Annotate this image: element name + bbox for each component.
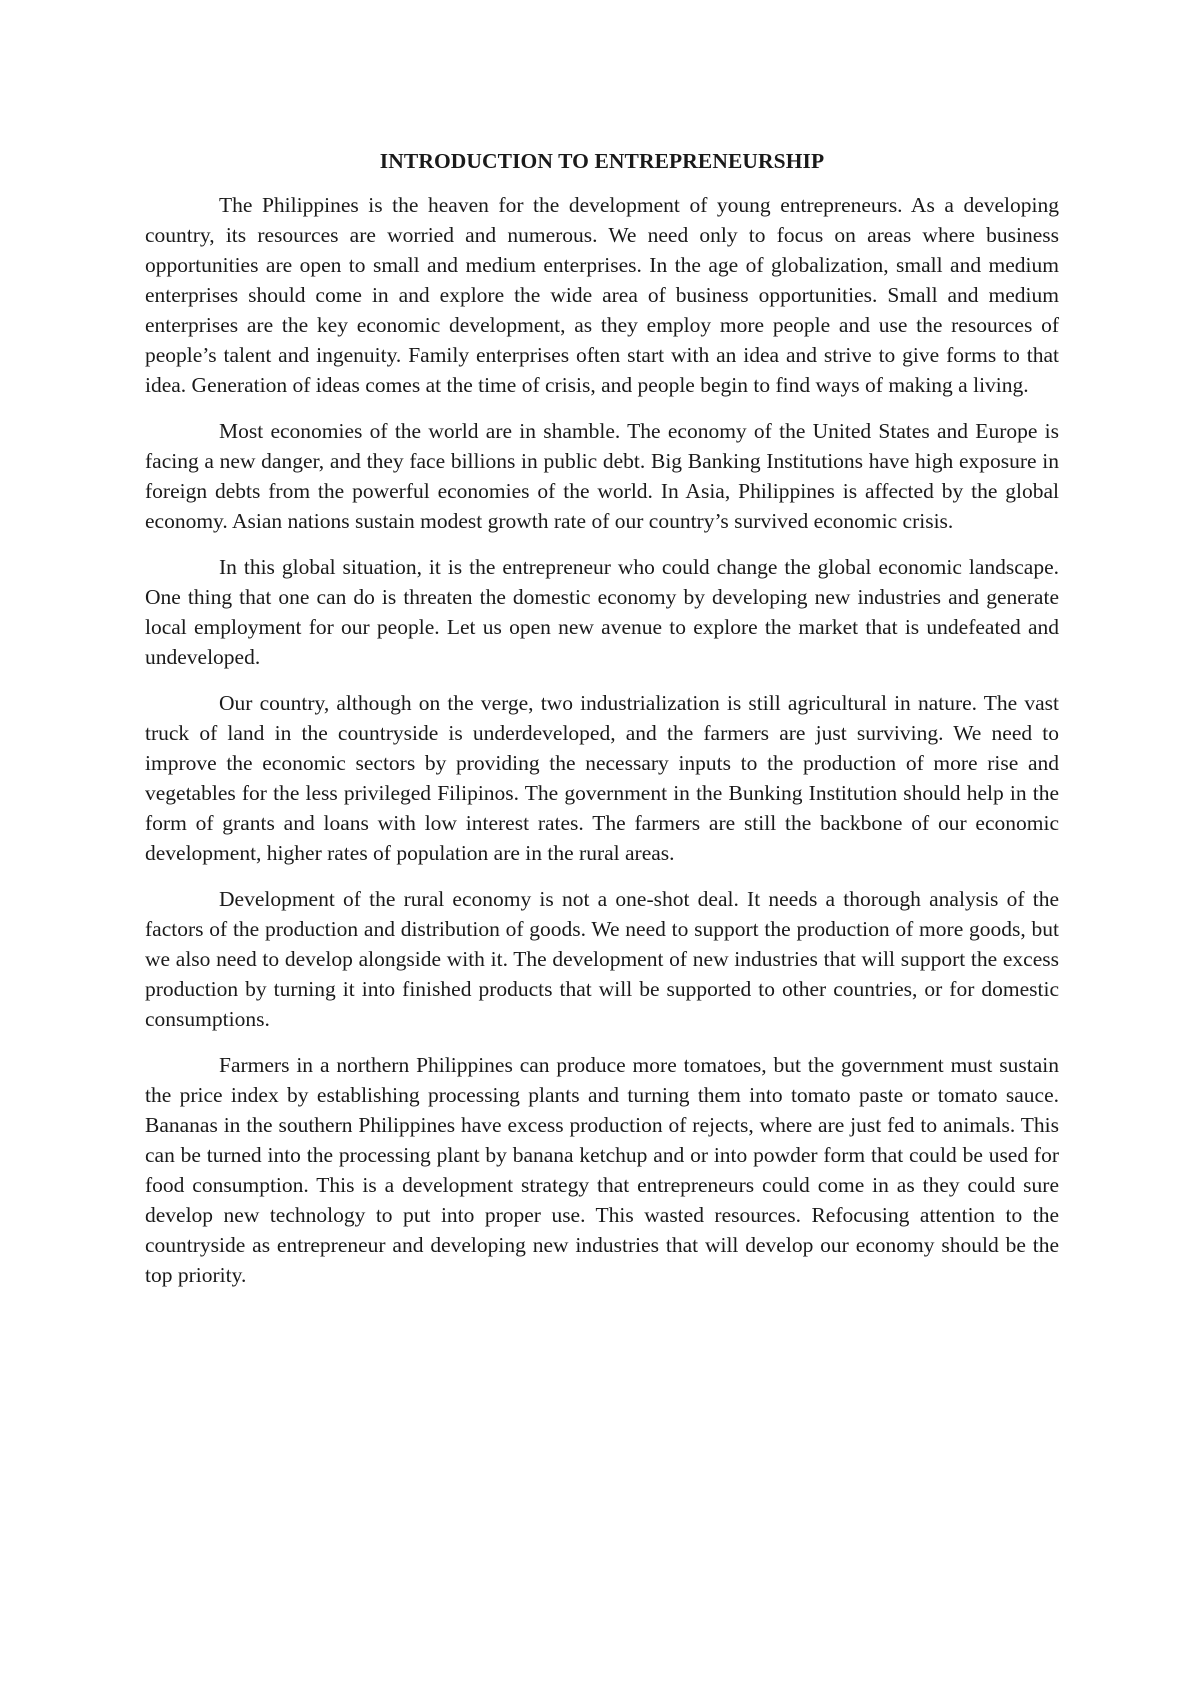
paragraph-6: Farmers in a northern Philippines can produce more tomatoes, but the government must sustain the price index by establishing processing plants and turning them into tomato paste or tomato sauce. Bananas in the southern Philippines have excess production of rejects, where are just fed to animals. This can be turned into the processing plant by banana ketchup and or into powder form that could be used for food consumption. This is a development strategy that entrepreneurs could come in as they could sure develop new technology to put into proper use. This wasted resources. Refocusing attention to the countryside as entrepreneur and developing new industries that will develop our economy should be the top priority. — [145, 1053, 1059, 1287]
paragraph-5: Development of the rural economy is not a one-shot deal. It needs a thorough analysis of the factors of the production and distribution of goods. We need to support the production of more goods, but we also need to develop alongside with it. The development of new industries that will support the excess production by turning it into finished products that will be supported to other countries, or for domestic consumptions. — [145, 887, 1059, 1031]
paragraph-4: Our country, although on the verge, two industrialization is still agricultural in nature. The vast truck of land in the countryside is underdeveloped, and the farmers are just surviving. We need to improve the economic sectors by providing the necessary inputs to the production of more rise and vegetables for the less privileged Filipinos. The government in the Bunking Institution should help in the form of grants and loans with low interest rates. The farmers are still the backbone of our economic development, higher rates of population are in the rural areas. — [145, 691, 1059, 865]
document-body — [145, 146, 1059, 1306]
paragraph-3: In this global situation, it is the entrepreneur who could change the global economic landscape. One thing that one can do is threaten the domestic economy by developing new industries and generate local employment for our people. Let us open new avenue to explore the market that is undefeated and undeveloped. — [145, 555, 1059, 669]
paragraph-2: Most economies of the world are in shamble. The economy of the United States and Europe is facing a new danger, and they face billions in public debt. Big Banking Institutions have high exposure in foreign debts from the powerful economies of the world. In Asia, Philippines is affected by the global economy. Asian nations sustain modest growth rate of our country’s survived economic crisis. — [145, 419, 1059, 533]
paragraph-1: The Philippines is the heaven for the development of young entrepreneurs. As a developing country, its resources are worried and numerous. We need only to focus on areas where business opportunities are open to small and medium enterprises. In the age of globalization, small and medium enterprises should come in and explore the wide area of business opportunities. Small and medium enterprises are the key economic development, as they employ more people and use the resources of people’s talent and ingenuity. Family enterprises often start with an idea and strive to give forms to that idea. Generation of ideas comes at the time of crisis, and people begin to find ways of making a living. — [145, 193, 1059, 397]
document-title: INTRODUCTION TO ENTREPRENEURSHIP — [379, 149, 825, 173]
